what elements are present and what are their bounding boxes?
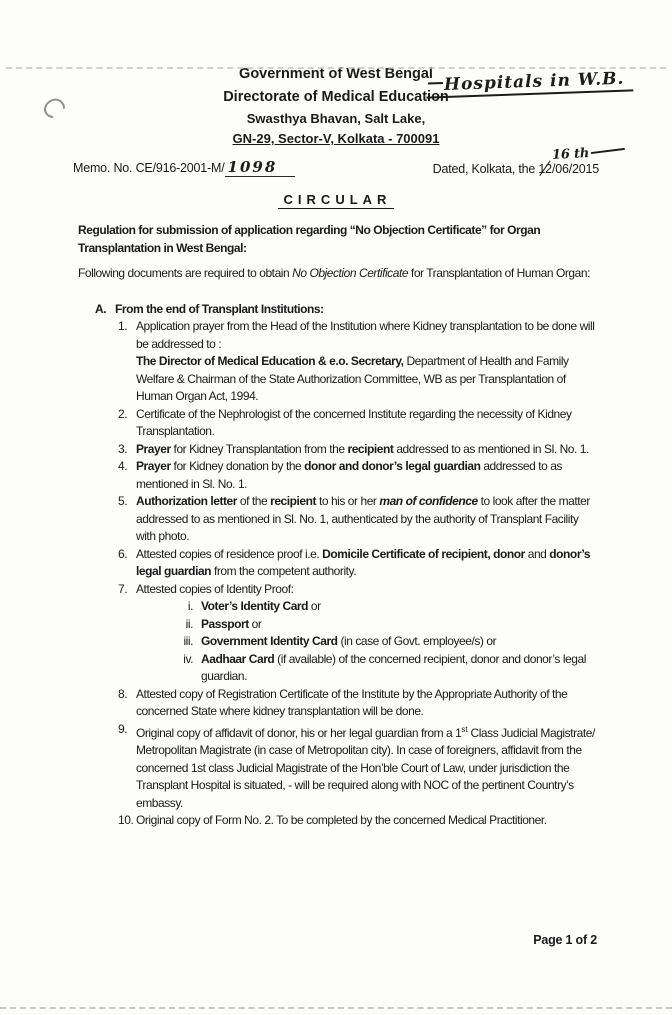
item-number: 10. [118,813,134,827]
pen-stroke [591,148,625,154]
item-content [136,546,597,581]
item-text [136,581,597,599]
circular-title-wrap [0,191,672,209]
item-number: 5. [118,494,128,508]
text-segment: Attested copy of Registration Certificate of the Institute by the Appropriate Authority of the concerned State where kidney transplantation will be done. [136,686,568,718]
item-content [136,493,597,546]
sub-item-number: ii. [185,616,193,631]
letterhead-building: Swasthya Bhavan, Salt Lake, [246,111,426,126]
text-segment: Following documents are required to obtain [78,266,293,280]
item-content [136,318,597,406]
text-segment: Passport [201,616,249,631]
text-segment: Attested copies of Identity Proof: [136,581,294,596]
item-text [136,686,597,721]
item-content [136,581,597,686]
text-segment: or [308,599,321,613]
text-segment: and [524,546,550,561]
list-item [78,493,597,546]
item-text [136,353,597,406]
text-segment: Original copy of affidavit of donor, his or her legal guardian from a 1 [136,725,462,740]
item-number: 7. [118,581,128,596]
list-item [78,458,597,493]
text-segment: donor and donor’s legal guardian [304,459,481,473]
subject-paragraph [78,222,597,257]
text-segment: Original copy of Form No. 2. To be completed by the concerned Medical Practitioner. [136,813,547,827]
text-segment: addressed to as mentioned in Sl. No. 1. [136,459,562,491]
item-number: 4. [118,459,128,473]
sub-item-number: iv. [183,651,193,666]
text-segment: for Kidney donation by the [170,459,305,473]
scan-edge-top [6,67,666,69]
item-number: 9. [118,721,128,736]
item-text [136,812,597,830]
sub-list-item [136,616,597,634]
item-list [78,318,597,830]
section-a-title: From the end of Transplant Institutions: [115,301,324,316]
item-content [136,458,597,493]
text-segment: Department of Health and Family Welfare & Chairman of the State Authorization Committee, WB as per Transplantation of Human Organ Act, 1994. [136,354,569,403]
section-a-heading [78,301,597,319]
list-item [78,581,597,686]
text-segment: Application prayer from the Head of the Institution where Kidney transplantation to be done will be addressed to : [136,319,595,351]
pen-stroke [428,82,443,85]
item-content [136,686,597,721]
text-segment: No Objection Certificate [292,266,409,280]
date-struck-day: 12 [538,162,552,176]
text-segment: Attested copies of residence proof i.e. [136,546,323,561]
handwritten-memo-number: 1098 [225,158,296,177]
text-segment: Aadhaar Card [201,651,275,666]
item-text [136,318,597,353]
list-item [78,406,597,441]
sub-item-number: iii. [183,634,193,648]
text-segment: Government Identity Card [201,634,338,648]
item-text [136,458,597,493]
sub-list-item [136,598,597,616]
list-item [78,686,597,721]
text-segment: Domicile Certificate of recipient, donor [322,546,525,561]
sub-item-number: i. [187,599,193,613]
letterhead-address: GN-29, Sector-V, Kolkata - 700091 [232,131,440,146]
date-prefix: Dated, Kolkata, the [432,162,539,176]
item-text [136,546,597,581]
text-segment: to look after the matter addressed to as mentioned in Sl. No. 1, authenticated by the authority of Transplant Facility with photo. [136,494,590,543]
list-item [78,721,597,813]
page-number: Page 1 of 2 [533,933,597,947]
text-segment: Prayer [136,459,171,473]
item-number: 8. [118,686,128,701]
text-segment: (if available) of the concerned recipient, donor and donor’s legal guardian. [201,651,586,683]
intro-paragraph [78,265,597,283]
list-item [78,441,597,459]
text-segment: Authorization letter [136,494,237,508]
handwritten-date-correction [552,144,626,163]
circular-title: CIRCULAR [278,192,395,209]
memo-number-prefix: Memo. No. CE/916-2001-M/ [73,161,225,175]
text-segment: man of confidence [379,494,478,508]
sub-item-text [201,633,597,651]
text-segment: from the competent authority. [211,564,357,578]
item-content [136,441,597,459]
text-segment: Regulation for submission of application regarding “No Objection Certificate” for Organ Transplantation in West Bengal: [78,223,541,255]
sub-item-text [201,616,597,634]
sub-item-text [201,598,597,616]
date-line [432,145,599,176]
sub-item-text [201,651,597,686]
text-segment: Class Judicial Magistrate/ Metropolitan Magistrate (in case of Metropolitan city). In case of foreigners, affidavit from the concerned 1st class Judicial Magistrate of the Hon’ble Court of Law, under jurisdiction the Transplant Hospital is situated, - will be required along with NOC of the pertinent Country’s embassy. [136,725,595,810]
list-item [78,318,597,406]
item-content [136,721,597,813]
letterhead-government: Government of West Bengal [239,66,433,82]
sub-list-item [136,633,597,651]
item-text [136,441,597,459]
memo-number-line [73,158,295,176]
sub-list-item [136,651,597,686]
document-body [78,222,597,830]
item-text [136,721,597,813]
item-content [136,812,597,830]
item-text [136,493,597,546]
text-segment: for Transplantation of Human Organ: [408,266,590,280]
text-segment: of the [237,494,271,508]
text-segment: Certificate of the Nephrologist of the concerned Institute regarding the necessity of Kidney Transplantation. [136,406,572,438]
item-content [136,406,597,441]
handwritten-note-text: Hospitals in W.B. [443,68,625,95]
text-segment: (in case of Govt. employee/s) or [337,634,497,648]
item-number: 2. [118,406,128,421]
text-segment: Prayer [136,441,171,456]
text-segment: st [461,724,468,734]
date-rest: /06/2015 [551,162,599,176]
item-number: 3. [118,441,128,456]
memo-row [73,145,599,176]
letterhead-directorate: Directorate of Medical Education [223,89,449,105]
text-segment: addressed to as mentioned in Sl. No. 1. [393,441,589,456]
scan-edge-bottom [0,1007,672,1009]
text-segment: for Kidney Transplantation from the [170,441,348,456]
text-segment: or [248,616,262,631]
text-segment: recipient [270,494,317,508]
date-correction-text: 16 th [551,145,590,163]
text-segment: donor’s legal guardian [136,546,591,578]
item-number: 1. [118,319,128,333]
section-a-number: A. [95,301,107,316]
item-number: 6. [118,546,128,561]
list-item [78,812,597,830]
text-segment: Voter’s Identity Card [201,599,309,613]
text-segment: to his or her [316,494,380,508]
text-segment: The Director of Medical Education & e.o. Secretary, [136,354,404,368]
list-item [78,546,597,581]
text-segment: recipient [347,441,394,456]
item-text [136,406,597,441]
